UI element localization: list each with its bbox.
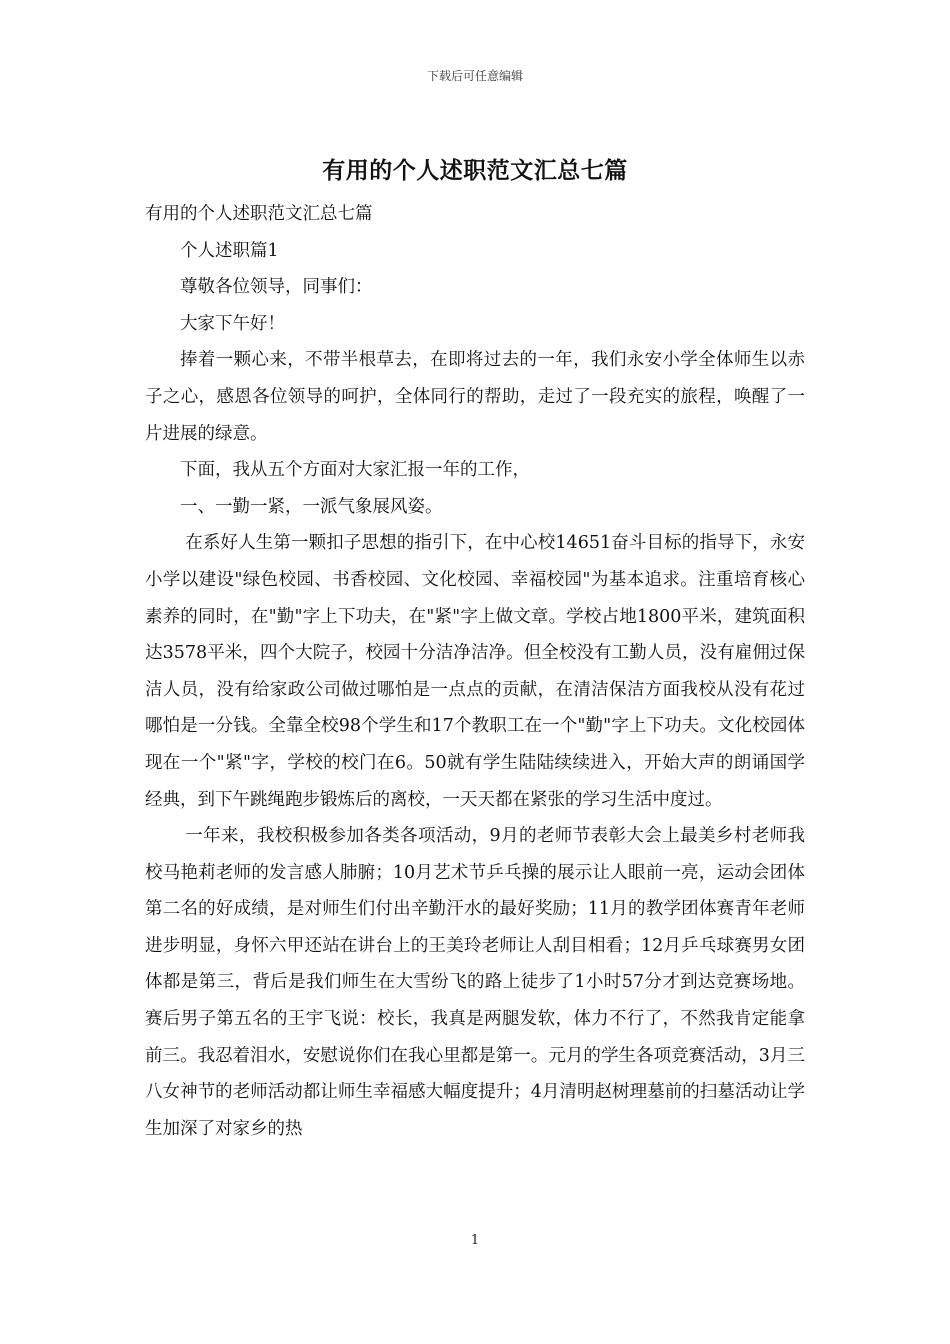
- header-note: 下载后可任意编辑: [426, 69, 523, 83]
- paragraph-overview: 下面，我从五个方面对大家汇报一年的工作，: [180, 460, 530, 481]
- paragraph-subtitle: 有用的个人述职范文汇总七篇: [145, 204, 373, 224]
- page-number: 1: [470, 1233, 480, 1248]
- document-title: 有用的个人述职范文汇总七篇: [322, 158, 628, 184]
- document-body: [145, 196, 805, 1147]
- paragraph-intro: 捧着一颗心来，不带半根草去，在即将过去的一年，我们永安小学全体师生以赤子之心，感恩各位领导的呵护，全体同行的帮助，走过了一段充实的旅程，唤醒了一片进展的绿意。: [145, 350, 805, 444]
- paragraph-section-heading: 个人述职篇1: [180, 240, 279, 261]
- paragraph-salutation: 尊敬各位领导，同事们：: [180, 277, 373, 298]
- paragraph-campus: 在系好人生第一颗扣子思想的指引下，在中心校14651奋斗目标的指导下，永安小学以建设"绿色校园、书香校园、文化校园、幸福校园"为基本追求。注重培育核心素养的同时，在"勤"字上下功夫，在"紧"字上做文章。学校占地1800平米，建筑面积达3578平米，四个大院子，校园十分洁净洁净。但全校没有工勤人员，没有雇佣过保洁人员，没有给家政公司做过哪怕是一点点的贡献，在清洁保洁方面我校从没有花过哪怕是一分钱。全靠全校98个学生和17个教职工在一个"勤"字上下功夫。文化校园体现在一个"紧"字，学校的校门在6。50就有学生陆陆续续进入，开始大声的朗诵国学经典，到下午跳绳跑步锻炼后的离校，一天天都在紧张的学习生活中度过。: [145, 533, 805, 810]
- paragraph-activities: 一年来，我校积极参加各类各项活动，9月的老师节表彰大会上最美乡村老师我校马艳莉老师的发言感人肺腑；10月艺术节乒乓操的展示让人眼前一亮，运动会团体第二名的好成绩，是对师生们付出辛勤汗水的最好奖励；11月的教学团体赛青年老师进步明显，身怀六甲还站在讲台上的王美玲老师让人刮目相看；12月乒乓球赛男女团体都是第三，背后是我们师生在大雪纷飞的路上徒步了1小时57分才到达竞赛场地。赛后男子第五名的王宇飞说：校长，我真是两腿发软，体力不行了，不然我肯定能拿前三。我忍着泪水，安慰说你们在我心里都是第一。元月的学生各项竞赛活动，3月三八女神节的老师活动都让师生幸福感大幅度提升；4月清明赵树理墓前的扫墓活动让学生加深了对家乡的热: [145, 826, 805, 1139]
- paragraph-greeting: 大家下午好！: [180, 313, 285, 334]
- paragraph-heading-one: 一、一勤一紧，一派气象展风姿。: [180, 496, 443, 517]
